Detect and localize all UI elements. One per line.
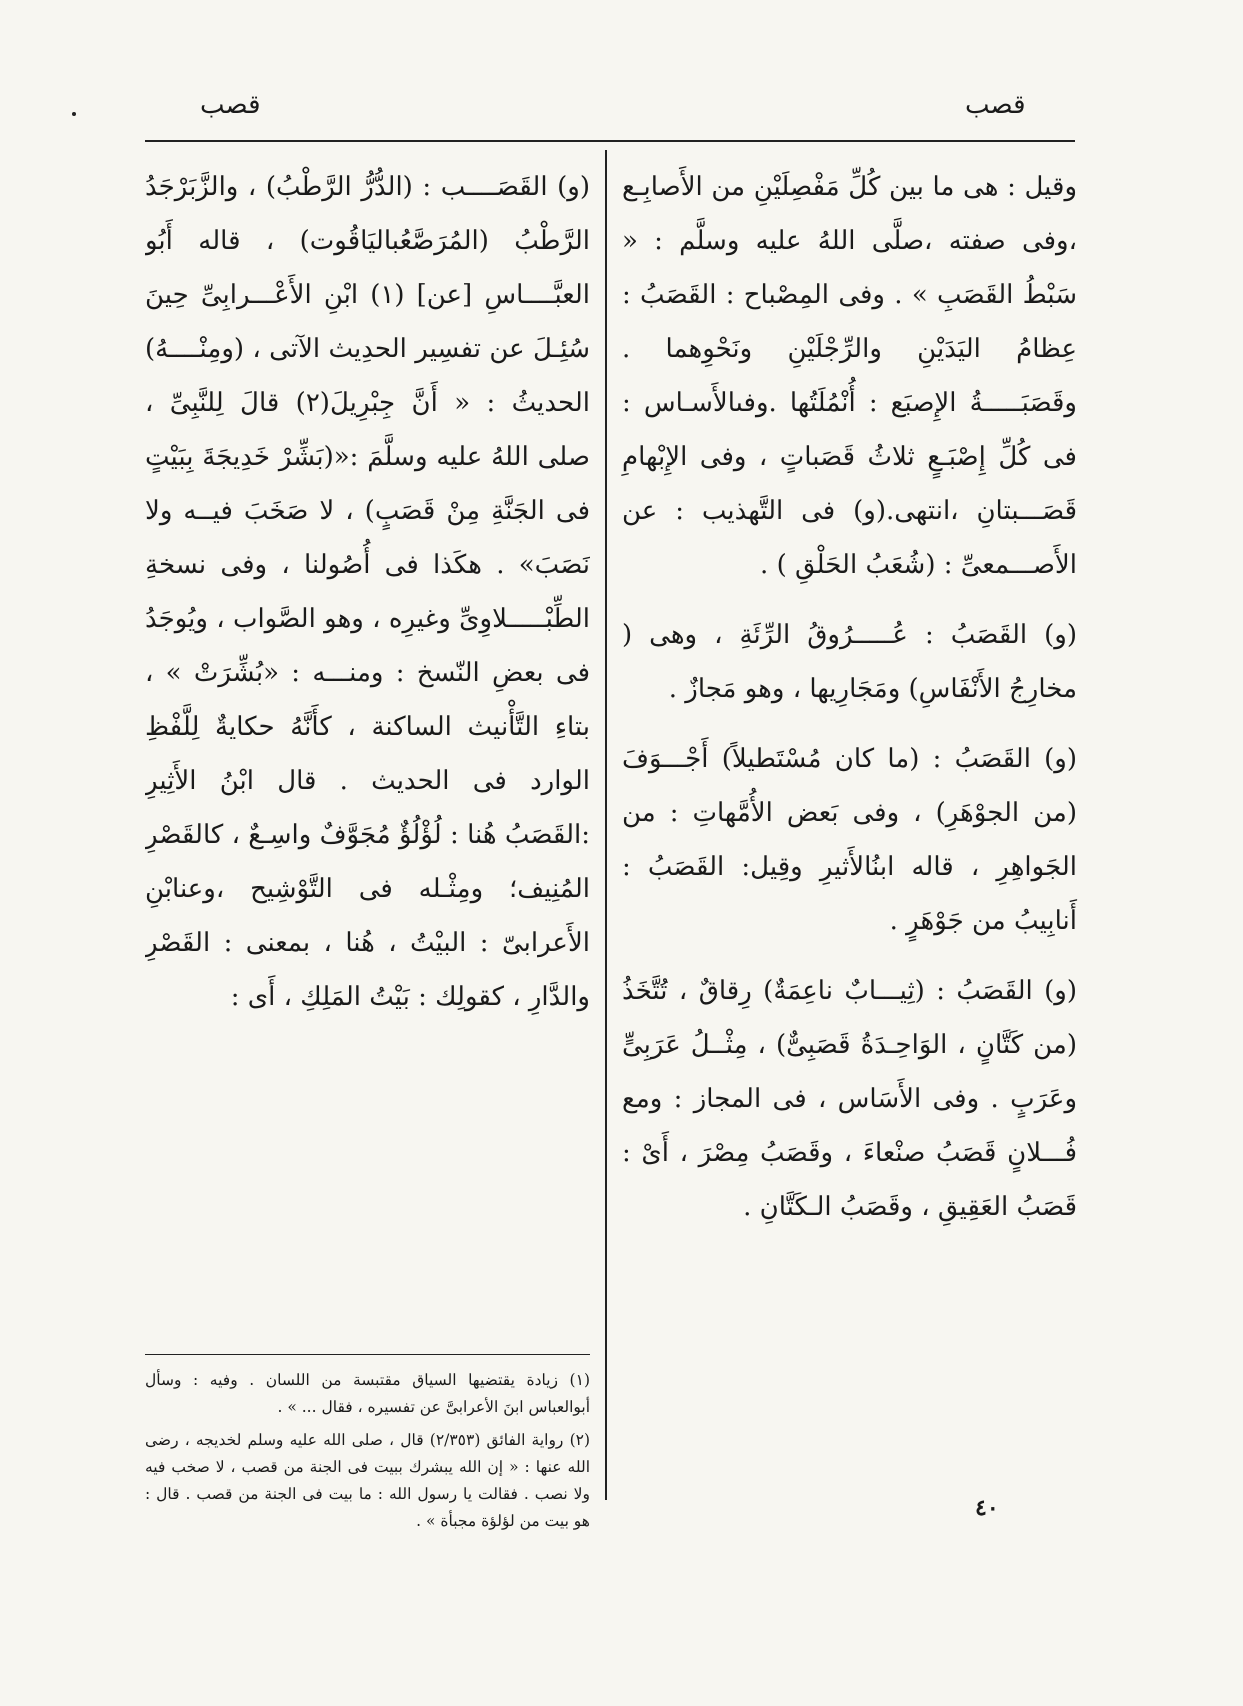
right-paragraph-2: (و) القَصَبُ : عُـــــرُوقُ الرِّئَةِ ، وهى ( مخارِجُ الأَنْفَاسِ) ومَجَارِيها ، وهو مَجازٌ . [622,620,1077,704]
footnote-2: (٢) رواية الفائق (٢/٣٥٣) قال ، صلى الله عليه وسلم لخديجه ، رضى الله عنها : « إن الله يبشرك ببيت فى الجنة من قصب ، لا صخب فيه ولا نصب . فقالت يا رسول الله : ما بيت فى الجنة من قصب . قال : هو بيت من لؤلؤة مجبأة » . [145,1431,591,1530]
footnote-1: (١) زيادة يقتضيها السياق مقتبسة من اللسان . وفيه : وسأل أبوالعباس ابنَ الأعرابىَّ عن تفسيره ، فقال ... » . [145,1371,590,1416]
column-divider [605,150,607,1500]
right-paragraph-3: (و) القَصَبُ : (ما كان مُسْتَطيلاً) أَجْـــوَفَ (من الجوْهَرِ) ، وفى بَعض الأُمَّهاتِ : من الجَواهِرِ ، قاله ابنُالأَثيرِ وقِيل: القَصَبُ : أَنابِيبُ من جَوْهَرٍ . [622,744,1077,936]
header-left-word: قصب [200,90,261,120]
footnote-rule [145,1354,590,1355]
footnotes [145,1367,590,1535]
left-column [145,160,590,1541]
header-right-word: قصب [965,90,1026,120]
right-paragraph-4: (و) القَصَبُ : (ثِيـــابٌ ناعِمَةٌ) رِقاقٌ ، تُتَّخَذُ (من كَتَّانٍ ، الوَاحِـدَةُ قَصَبِىٌّ) ، مِثْــلُ عَرَبِىٍّ وعَرَبٍ . وفى الأَسَاس ، فى المجاز : ومع فُـــلانٍ قَصَبُ صنْعاءَ ، وقَصَبُ مِصْرَ ، أَىْ : قَصَبُ العَقِيقِ ، وقَصَبُ الـكَتَّانِ . [622,976,1077,1222]
right-column [622,160,1077,1250]
scan-speck [72,112,76,116]
left-main-text: (و) القَصَــــب : (الدُّرُّ الرَّطْبُ) ، والزَّبَرْجَدُ الرَّطْبُ (المُرَصَّعُباليَاقُوت) ، قاله أَبُو العبَّــــاسِ [عن] (١) ابْنِ الأَعْـــرابِىِّ حِينَ سُئِـلَ عن تفسِير الحدِيث الآتى ، (ومِنْــــهُ) الحديثُ : « أَنَّ جِبْرِيلَ(٢) قالَ لِلنَّبِىِّ ، صلى اللهُ عليه وسلَّمَ :«(بَشِّرْ خَدِيجَةَ بِبَيْتٍ فى الجَنَّةِ مِنْ قَصَبٍ) ، لا صَخَبَ فيــه ولا نَصَبَ» . هكَذا فى أُصُولنا ، وفى نسخةِ الطِّبْـــــلاوِىِّ وغيرِه ، وهو الصَّواب ، ويُوجَدُ فى بعضِ النّسخ : ومنـــه : «بُشِّرَتْ » ، بتاءِ التَّأْنيث الساكنة ، كأَنَّهُ حكايةٌ لِلَّفْظِ الوارد فى الحديث . قال ابْنُ الأَثِيرِ :القَصَبُ هُنا : لُؤْلُؤٌ مُجَوَّفٌ واسِـعٌ ، كالقَصْرِ المُنِيف؛ ومِثْـله فى التَّوْشِيح ،وعنابْنِ الأَعرابىّ : البيْتُ ، هُنا ، بمعنى : القَصْرِ والدَّارِ ، كقولِك : بَيْتُ المَلِكِ ، أَى : [145,172,590,1012]
header-rule [145,140,1075,142]
page-number: ٤٠ [975,1495,999,1521]
right-paragraph-1: وقيل : هى ما بين كُلِّ مَفْصِلَيْنِ من الأَصابِـع ،وفى صفته ،صلَّى اللهُ عليه وسلَّم : « سَبْطُ القَصَبِ » . وفى المِصْباح : القَصَبُ : عِظامُ اليَدَيْنِ والرِّجْلَيْنِ ونَحْوِهما . وقَصَبَـــــةُ الإِصبَع : أُنْمُلَتُها .وفىالأَسـاس : فى كُلِّ إِصْبَـعٍ ثلاثُ قَصَباتٍ ، وفى الإِبْهامِ قَصَـــبتانِ ،انتهى.(و) فى التَّهذيب : عن الأَصـــمعىِّ : (شُعَبُ الحَلْقِ ) . [622,172,1077,580]
